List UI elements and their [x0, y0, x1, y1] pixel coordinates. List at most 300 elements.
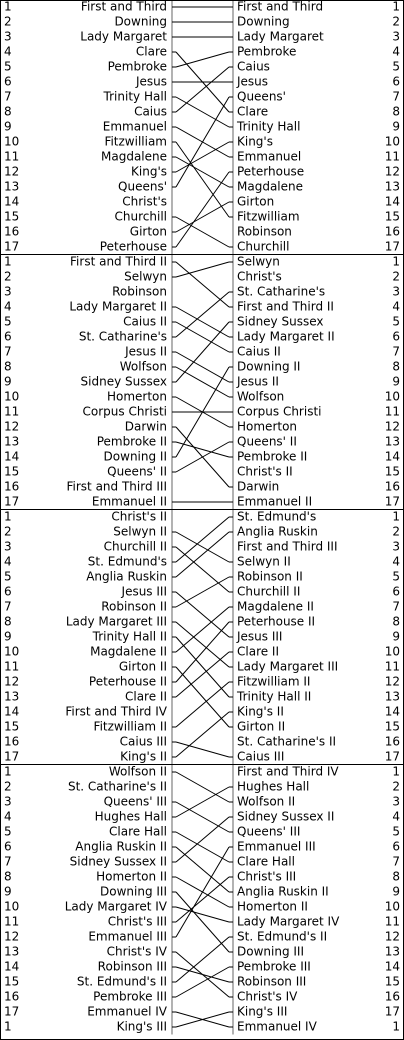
finish-position-number: 10	[384, 134, 400, 149]
finish-position-number: 9	[392, 884, 400, 899]
start-position-number: 17	[4, 494, 20, 509]
start-crew-name: Clare Hall	[109, 824, 167, 839]
finish-crew-name: Fitzwilliam II	[237, 674, 311, 689]
finish-crew-name: Clare II	[237, 644, 280, 659]
start-crew-name: Homerton II	[96, 869, 167, 884]
finish-position-number: 1	[392, 509, 400, 524]
finish-crew-name: Homerton	[237, 419, 298, 434]
crew-path	[176, 892, 229, 952]
crew-path	[176, 937, 229, 982]
start-crew-name: Christ's III	[107, 914, 167, 929]
finish-crew-name: Trinity Hall II	[237, 689, 312, 704]
crew-path	[176, 307, 229, 337]
finish-position-number: 4	[392, 809, 400, 824]
finish-position-number: 5	[392, 59, 400, 74]
finish-crew-name: Churchill	[237, 239, 290, 254]
crew-path	[176, 802, 229, 832]
finish-position-number: 15	[384, 719, 400, 734]
finish-crew-name: Anglia Ruskin II	[237, 884, 329, 899]
finish-position-number: 11	[384, 404, 400, 419]
finish-crew-name: Caius III	[237, 749, 285, 764]
start-crew-name: St. Catharine's	[78, 329, 167, 344]
start-crew-name: Anglia Ruskin	[86, 569, 167, 584]
start-crew-name: Christ's IV	[106, 944, 167, 959]
finish-position-number: 3	[392, 29, 400, 44]
start-position-number: 15	[4, 209, 20, 224]
crew-path	[176, 667, 229, 727]
division-4	[0, 765, 404, 1035]
crew-path	[176, 772, 229, 802]
crew-path	[176, 607, 229, 652]
start-crew-name: Hughes Hall	[94, 809, 167, 824]
start-crew-name: Caius	[134, 104, 167, 119]
finish-position-number: 9	[392, 119, 400, 134]
finish-crew-name: Christ's IV	[237, 989, 298, 1004]
finish-position-number: 3	[392, 539, 400, 554]
start-position-number: 8	[4, 869, 12, 884]
start-position-number: 5	[4, 824, 12, 839]
finish-crew-name: Clare	[237, 104, 269, 119]
finish-position-number: 17	[384, 494, 400, 509]
finish-position-number: 3	[392, 284, 400, 299]
start-position-number: 6	[4, 839, 12, 854]
start-crew-name: Downing III	[100, 884, 167, 899]
finish-crew-name: First and Third	[237, 0, 324, 14]
start-crew-name: First and Third II	[70, 254, 167, 269]
start-position-number: 13	[4, 689, 20, 704]
finish-crew-name: Magdalene	[237, 179, 303, 194]
crew-path	[176, 907, 229, 922]
crew-path	[176, 847, 229, 892]
start-crew-name: King's II	[120, 749, 167, 764]
finish-crew-name: Christ's II	[237, 464, 293, 479]
start-crew-name: St. Catharine's II	[67, 779, 167, 794]
finish-crew-name: St. Edmund's	[237, 509, 317, 524]
finish-position-number: 12	[384, 929, 400, 944]
start-position-number: 5	[4, 314, 12, 329]
start-position-number: 4	[4, 554, 12, 569]
finish-crew-name: King's III	[237, 1004, 288, 1019]
division-2	[0, 255, 404, 510]
finish-crew-name: Queens' II	[237, 434, 297, 449]
finish-crew-name: Selwyn II	[237, 554, 291, 569]
start-crew-name: Jesus II	[125, 344, 167, 359]
finish-crew-name: Darwin	[237, 479, 280, 494]
start-crew-name: Robinson	[112, 284, 167, 299]
start-crew-name: Christ's	[122, 194, 167, 209]
start-position-number: 7	[4, 854, 12, 869]
crew-path	[176, 967, 229, 997]
start-position-number: 16	[4, 479, 20, 494]
start-position-number: 15	[4, 464, 20, 479]
start-crew-name: Corpus Christi	[82, 404, 167, 419]
start-crew-name: Downing II	[103, 449, 167, 464]
start-crew-name: Emmanuel	[102, 119, 167, 134]
start-position-number: 2	[4, 14, 12, 29]
crew-path	[176, 97, 229, 127]
finish-position-number: 5	[392, 569, 400, 584]
start-position-number: 11	[4, 914, 20, 929]
crew-path	[176, 262, 229, 277]
start-position-number: 13	[4, 944, 20, 959]
finish-position-number: 17	[384, 1004, 400, 1019]
chart-frame	[1, 1, 404, 1040]
finish-position-number: 6	[392, 584, 400, 599]
start-position-number: 8	[4, 359, 12, 374]
start-position-number: 17	[4, 239, 20, 254]
finish-crew-name: Wolfson II	[237, 794, 296, 809]
finish-crew-name: St. Edmund's II	[237, 929, 328, 944]
finish-position-number: 8	[392, 869, 400, 884]
start-position-number: 14	[4, 194, 20, 209]
start-position-number: 7	[4, 344, 12, 359]
finish-position-number: 16	[384, 479, 400, 494]
finish-position-number: 13	[384, 434, 400, 449]
finish-position-number: 13	[384, 689, 400, 704]
crew-path	[176, 97, 229, 187]
finish-position-number: 6	[392, 839, 400, 854]
finish-crew-name: Peterhouse II	[237, 614, 316, 629]
start-position-number: 1	[4, 254, 12, 269]
start-crew-name: King's III	[116, 1019, 167, 1034]
start-position-number: 3	[4, 284, 12, 299]
finish-position-number: 12	[384, 419, 400, 434]
start-position-number: 3	[4, 29, 12, 44]
finish-crew-name: Jesus	[237, 74, 269, 89]
crew-path	[176, 67, 229, 112]
start-position-number: 2	[4, 269, 12, 284]
finish-crew-name: Sidney Sussex II	[237, 809, 335, 824]
finish-position-number: 7	[392, 599, 400, 614]
start-crew-name: First and Third III	[66, 479, 167, 494]
finish-position-number: 6	[392, 74, 400, 89]
finish-position-number: 5	[392, 314, 400, 329]
start-crew-name: Lady Margaret II	[69, 299, 167, 314]
crew-path	[176, 682, 229, 727]
start-crew-name: St. Edmund's II	[76, 974, 167, 989]
start-position-number: 15	[4, 974, 20, 989]
start-crew-name: Homerton	[106, 389, 167, 404]
finish-position-number: 7	[392, 89, 400, 104]
crew-path	[176, 622, 229, 682]
start-position-number: 6	[4, 584, 12, 599]
finish-position-number: 4	[392, 554, 400, 569]
finish-crew-name: Emmanuel III	[237, 839, 316, 854]
finish-position-number: 17	[384, 749, 400, 764]
start-position-number: 8	[4, 614, 12, 629]
start-position-number: 17	[4, 749, 20, 764]
division-1	[4, 0, 400, 255]
start-position-number: 1	[4, 1019, 12, 1034]
start-position-number: 10	[4, 899, 20, 914]
finish-position-number: 14	[384, 704, 400, 719]
finish-position-number: 4	[392, 299, 400, 314]
finish-crew-name: St. Catharine's	[237, 284, 326, 299]
start-crew-name: First and Third IV	[65, 704, 167, 719]
finish-position-number: 1	[392, 0, 400, 14]
start-position-number: 14	[4, 959, 20, 974]
finish-crew-name: Wolfson	[237, 389, 285, 404]
finish-position-number: 2	[392, 779, 400, 794]
start-position-number: 17	[4, 1004, 20, 1019]
finish-position-number: 3	[392, 794, 400, 809]
finish-position-number: 9	[392, 374, 400, 389]
crew-path	[176, 877, 229, 922]
start-crew-name: Fitzwilliam II	[93, 719, 167, 734]
start-position-number: 2	[4, 524, 12, 539]
crew-path	[176, 742, 229, 757]
start-position-number: 8	[4, 104, 12, 119]
division-3	[0, 510, 404, 765]
start-crew-name: Queens' II	[107, 464, 167, 479]
start-position-number: 10	[4, 134, 20, 149]
start-position-number: 9	[4, 374, 12, 389]
crew-path	[176, 532, 229, 577]
crew-path	[176, 847, 229, 937]
crew-path	[176, 217, 229, 247]
start-crew-name: Clare II	[124, 689, 167, 704]
finish-crew-name: Robinson II	[237, 569, 303, 584]
finish-crew-name: Sidney Sussex	[237, 314, 324, 329]
start-crew-name: Lady Margaret IV	[64, 899, 167, 914]
finish-position-number: 15	[384, 209, 400, 224]
start-position-number: 16	[4, 734, 20, 749]
crew-path	[176, 517, 229, 562]
start-crew-name: St. Edmund's	[87, 554, 167, 569]
finish-crew-name: Hughes Hall	[237, 779, 310, 794]
finish-position-number: 16	[384, 989, 400, 1004]
start-position-number: 15	[4, 719, 20, 734]
finish-crew-name: Lady Margaret III	[237, 659, 339, 674]
finish-crew-name: Downing III	[237, 944, 304, 959]
start-crew-name: Queens'	[118, 179, 167, 194]
finish-crew-name: Robinson	[237, 224, 292, 239]
start-crew-name: Wolfson II	[108, 764, 167, 779]
start-crew-name: Jesus	[135, 74, 167, 89]
finish-crew-name: Pembroke	[237, 44, 297, 59]
start-crew-name: Robinson III	[97, 959, 167, 974]
start-position-number: 6	[4, 329, 12, 344]
start-position-number: 12	[4, 419, 20, 434]
finish-position-number: 5	[392, 824, 400, 839]
finish-crew-name: Churchill II	[237, 584, 301, 599]
start-crew-name: Wolfson	[119, 359, 167, 374]
start-position-number: 9	[4, 629, 12, 644]
finish-position-number: 10	[384, 389, 400, 404]
start-crew-name: Trinity Hall II	[92, 629, 167, 644]
crew-path	[176, 817, 229, 862]
finish-position-number: 14	[384, 194, 400, 209]
finish-position-number: 2	[392, 524, 400, 539]
start-crew-name: Lady Margaret	[80, 29, 167, 44]
start-crew-name: Pembroke	[107, 59, 167, 74]
crew-path	[176, 142, 229, 217]
start-position-number: 6	[4, 74, 12, 89]
finish-crew-name: Girton	[237, 194, 275, 209]
start-crew-name: King's	[131, 164, 167, 179]
start-position-number: 1	[4, 509, 12, 524]
start-position-number: 1	[4, 764, 12, 779]
finish-position-number: 1	[392, 1019, 400, 1034]
finish-position-number: 9	[392, 629, 400, 644]
start-position-number: 16	[4, 224, 20, 239]
finish-crew-name: Lady Margaret IV	[237, 914, 340, 929]
start-position-number: 10	[4, 644, 20, 659]
crew-path	[176, 142, 229, 172]
start-position-number: 13	[4, 434, 20, 449]
start-crew-name: Sidney Sussex II	[69, 854, 167, 869]
start-crew-name: Churchill	[114, 209, 167, 224]
crew-path	[176, 322, 229, 352]
crew-path	[176, 202, 229, 232]
start-crew-name: Pembroke III	[93, 989, 167, 1004]
start-position-number: 10	[4, 389, 20, 404]
finish-crew-name: Corpus Christi	[237, 404, 322, 419]
crew-path	[176, 322, 229, 382]
crew-path	[176, 262, 229, 307]
finish-position-number: 2	[392, 14, 400, 29]
start-crew-name: Churchill II	[103, 539, 167, 554]
finish-position-number: 8	[392, 614, 400, 629]
start-crew-name: Fitzwilliam	[104, 134, 167, 149]
finish-position-number: 10	[384, 899, 400, 914]
start-crew-name: Selwyn II	[113, 524, 167, 539]
start-crew-name: Peterhouse	[99, 239, 167, 254]
finish-position-number: 10	[384, 644, 400, 659]
finish-crew-name: First and Third III	[237, 539, 338, 554]
finish-crew-name: Downing	[237, 14, 290, 29]
start-position-number: 12	[4, 164, 20, 179]
finish-position-number: 11	[384, 659, 400, 674]
start-crew-name: Lady Margaret III	[65, 614, 167, 629]
crew-path	[176, 787, 229, 817]
finish-position-number: 1	[392, 254, 400, 269]
finish-position-number: 16	[384, 734, 400, 749]
finish-crew-name: Pembroke II	[237, 449, 308, 464]
finish-crew-name: King's II	[237, 704, 284, 719]
finish-position-number: 8	[392, 104, 400, 119]
start-position-number: 12	[4, 674, 20, 689]
finish-crew-name: Queens' III	[237, 824, 301, 839]
start-crew-name: Christ's II	[111, 509, 167, 524]
finish-position-number: 12	[384, 164, 400, 179]
start-crew-name: Jesus III	[121, 584, 167, 599]
crew-path	[176, 637, 229, 697]
start-crew-name: Caius III	[119, 734, 167, 749]
finish-crew-name: Queens'	[237, 89, 286, 104]
start-position-number: 16	[4, 989, 20, 1004]
finish-crew-name: Homerton II	[237, 899, 308, 914]
finish-crew-name: Girton II	[237, 719, 286, 734]
start-crew-name: Emmanuel II	[91, 494, 167, 509]
start-position-number: 4	[4, 44, 12, 59]
finish-position-number: 13	[384, 944, 400, 959]
finish-crew-name: Jesus II	[237, 374, 279, 389]
finish-crew-name: Christ's	[237, 269, 282, 284]
finish-position-number: 11	[384, 914, 400, 929]
start-position-number: 3	[4, 794, 12, 809]
crew-path	[176, 352, 229, 382]
crew-path	[176, 172, 229, 247]
start-position-number: 7	[4, 599, 12, 614]
finish-crew-name: Selwyn	[237, 254, 280, 269]
start-position-number: 9	[4, 119, 12, 134]
finish-crew-name: Lady Margaret II	[237, 329, 335, 344]
finish-position-number: 12	[384, 674, 400, 689]
finish-crew-name: Pembroke III	[237, 959, 311, 974]
start-position-number: 9	[4, 884, 12, 899]
start-position-number: 14	[4, 449, 20, 464]
start-position-number: 4	[4, 299, 12, 314]
start-position-number: 2	[4, 779, 12, 794]
finish-position-number: 15	[384, 974, 400, 989]
finish-position-number: 4	[392, 44, 400, 59]
start-crew-name: Girton	[129, 224, 167, 239]
finish-position-number: 11	[384, 149, 400, 164]
finish-position-number: 15	[384, 464, 400, 479]
finish-crew-name: Peterhouse	[237, 164, 305, 179]
crew-path	[176, 52, 229, 67]
start-crew-name: Emmanuel IV	[87, 1004, 167, 1019]
start-position-number: 11	[4, 149, 20, 164]
crew-path	[176, 577, 229, 607]
start-crew-name: Magdalene II	[90, 644, 167, 659]
finish-crew-name: First and Third II	[237, 299, 334, 314]
finish-crew-name: Caius II	[237, 344, 281, 359]
finish-crew-name: Emmanuel	[237, 149, 302, 164]
finish-position-number: 6	[392, 329, 400, 344]
start-position-number: 13	[4, 179, 20, 194]
finish-crew-name: Jesus III	[237, 629, 283, 644]
crew-path	[176, 832, 229, 862]
finish-crew-name: St. Catharine's II	[237, 734, 337, 749]
crew-path	[176, 967, 229, 982]
start-position-number: 11	[4, 404, 20, 419]
start-crew-name: First and Third	[80, 0, 167, 14]
finish-position-number: 8	[392, 359, 400, 374]
crew-path	[176, 652, 229, 697]
start-crew-name: Girton II	[118, 659, 167, 674]
start-crew-name: Selwyn	[124, 269, 167, 284]
start-position-number: 11	[4, 659, 20, 674]
finish-crew-name: Caius	[237, 59, 270, 74]
start-position-number: 14	[4, 704, 20, 719]
finish-crew-name: Fitzwilliam	[237, 209, 300, 224]
finish-crew-name: Robinson III	[237, 974, 307, 989]
finish-crew-name: Magdalene II	[237, 599, 314, 614]
start-position-number: 1	[4, 0, 12, 14]
finish-position-number: 2	[392, 269, 400, 284]
crew-path	[176, 712, 229, 757]
start-position-number: 4	[4, 809, 12, 824]
start-position-number: 3	[4, 539, 12, 554]
finish-crew-name: Emmanuel II	[237, 494, 313, 509]
finish-crew-name: Clare Hall	[237, 854, 295, 869]
finish-position-number: 14	[384, 449, 400, 464]
start-crew-name: Emmanuel III	[88, 929, 167, 944]
finish-position-number: 17	[384, 239, 400, 254]
start-position-number: 5	[4, 59, 12, 74]
start-crew-name: Pembroke II	[96, 434, 167, 449]
finish-position-number: 7	[392, 344, 400, 359]
crew-path	[176, 547, 229, 592]
finish-crew-name: Downing II	[237, 359, 301, 374]
finish-crew-name: Trinity Hall	[237, 119, 301, 134]
start-crew-name: Magdalene	[101, 149, 167, 164]
finish-position-number: 13	[384, 179, 400, 194]
finish-crew-name: Lady Margaret	[237, 29, 324, 44]
start-position-number: 7	[4, 89, 12, 104]
